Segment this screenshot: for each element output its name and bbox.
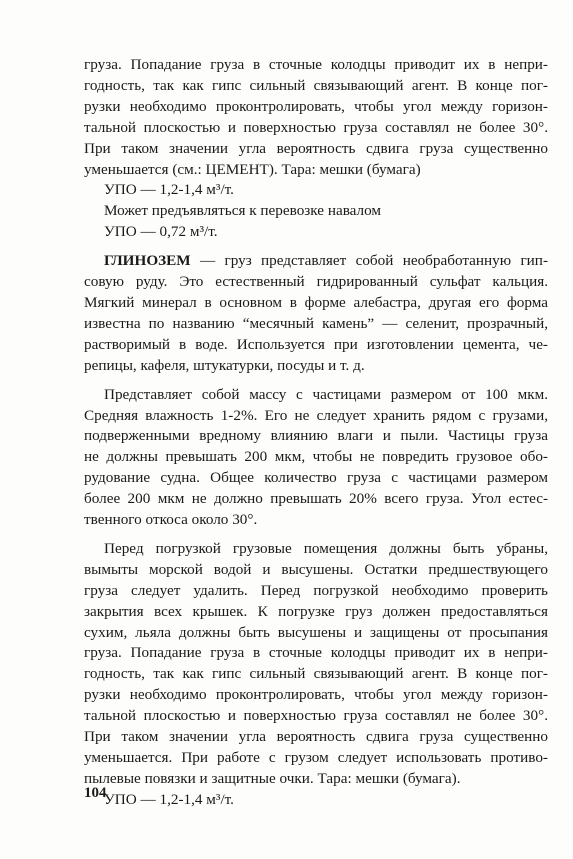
term-line <box>84 251 548 272</box>
text-line: рузки необходимо проконтролировать, чтобы угол между горизон- <box>84 686 548 704</box>
text-line: сухим, льяла должны быть высушены и защищены от просыпания <box>84 623 548 641</box>
body-text <box>84 55 548 811</box>
text-line: тальной плоскостью и поверхностью груза составлял не более 30°. <box>84 707 548 725</box>
text-line: пылевые повязки и защитные очки. Тара: мешки (бумага). <box>84 769 461 787</box>
upo-line: УПО — 1,2-1,4 м³/т. <box>104 790 234 808</box>
paragraph-term-definition <box>84 251 548 376</box>
text-line: репицы, кафеля, штукатурки, посуды и т. д. <box>84 356 365 374</box>
text-line: груза. Попадание груза в сточные колодцы приводит их в непри- <box>84 56 548 73</box>
text-line: вымыты морской водой и высушены. Остатки предшествующего <box>84 560 548 578</box>
paragraph-properties <box>84 385 548 531</box>
text-line: тальной плоскостью и поверхностью груза составлял не более 30°. <box>84 118 548 136</box>
text-line: известна по названию “месячный камень” — селенит, прозрачный, <box>84 314 548 332</box>
upo-line: УПО — 1,2-1,4 м³/т. <box>104 181 234 199</box>
text-line: не должны превышать 200 мкм, чтобы не повредить грузовое обо- <box>84 448 548 466</box>
text-line: Перед погрузкой грузовые помещения должны быть убраны, <box>104 539 548 557</box>
paragraph-continued <box>84 55 548 180</box>
paragraph-loading <box>84 539 548 790</box>
text-line: твенного откоса около 30°. <box>84 511 258 529</box>
text-line: рудование судна. Общее количество груза с частицами размером <box>84 469 548 487</box>
text-line: подверженными вредному влиянию влаги и пыли. Частицы груза <box>84 427 548 445</box>
term-text: — груз представляет собой необработанную гип- <box>190 252 548 270</box>
text-line: рузки необходимо проконтролировать, чтобы угол между горизон- <box>84 97 548 115</box>
text-line: При таком значении угла вероятность сдвига груза существенно <box>84 728 548 746</box>
text-line: годность, так как гипс сильный связывающий агент. В конце пог- <box>84 76 548 94</box>
text-line: закрытия всех крышек. К погрузке груз должен предоставляться <box>84 602 548 620</box>
bulk-note: Может предъявляться к перевозке навалом <box>104 202 382 220</box>
page-number: 104 <box>84 785 107 801</box>
text-line: груза. Попадание груза в сточные колодцы приводит их в непри- <box>84 644 548 662</box>
upo-line: УПО — 0,72 м³/т. <box>104 223 218 241</box>
text-line: уменьшается (см.: ЦЕМЕНТ). Тара: мешки (бумага) <box>84 160 421 178</box>
spacer <box>84 531 548 539</box>
spacer <box>84 377 548 385</box>
text-line: более 200 мкм не должно превышать 20% всего груза. Угол естес- <box>84 490 548 508</box>
text-line: груза следует удалить. Перед погрузкой необходимо проверить <box>84 581 548 599</box>
text-line: растворимый в воде. Используется при изготовлении цемента, че- <box>84 335 548 353</box>
text-line: уменьшается. При работе с грузом следует использовать противо- <box>84 749 548 766</box>
text-line: При таком значении угла вероятность сдвига груза существенно <box>84 139 548 157</box>
text-line: годность, так как гипс сильный связывающий агент. В конце пог- <box>84 665 548 683</box>
text-line: Мягкий минерал в основном в форме алебастра, другая его форма <box>84 293 548 311</box>
text-line: Средняя влажность 1-2%. Его не следует хранить рядом с грузами, <box>84 406 548 424</box>
text-line: Представляет собой массу с частицами размером от 100 мкм. <box>104 385 548 403</box>
spacer <box>84 243 548 251</box>
term-heading: ГЛИНОЗЕМ <box>104 252 191 270</box>
text-line: совую руду. Это естественный гидрированный сульфат кальция. <box>84 273 548 291</box>
